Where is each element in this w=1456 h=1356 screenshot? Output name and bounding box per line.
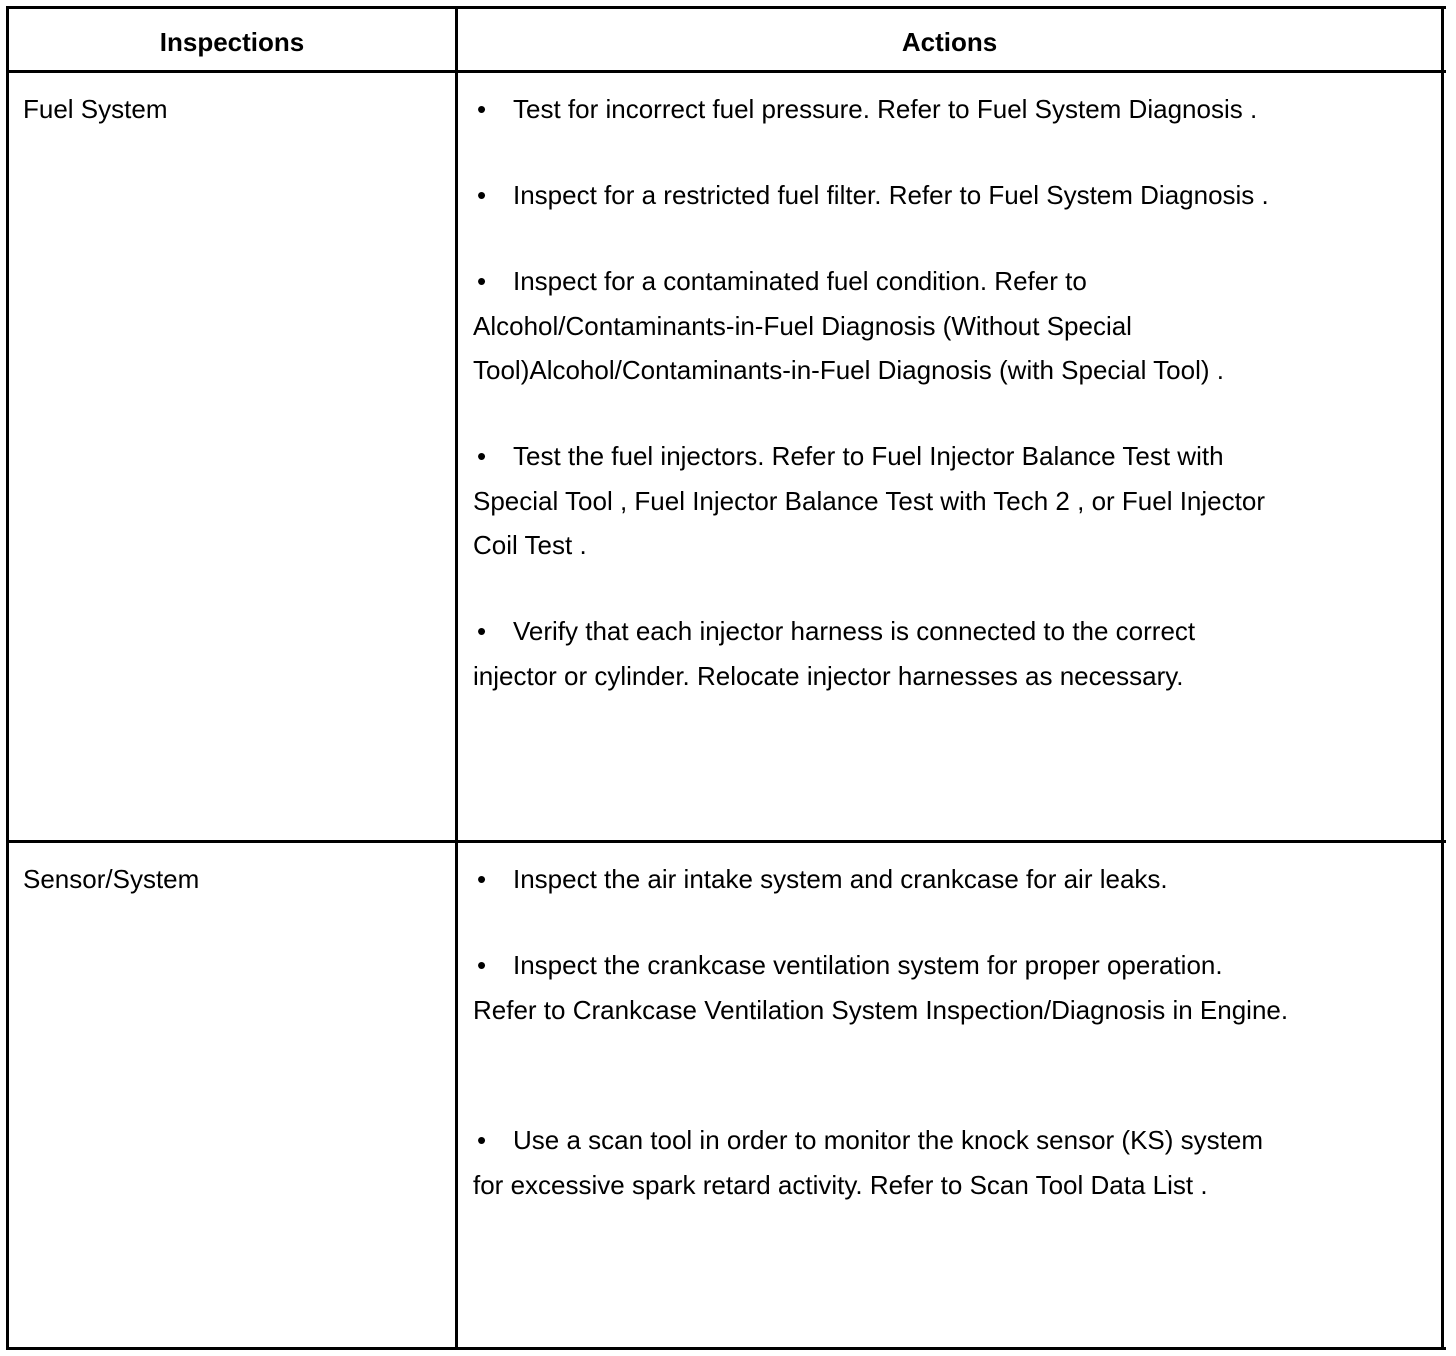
table-border-bottom bbox=[6, 1347, 1446, 1350]
bullet-icon: • bbox=[477, 266, 487, 296]
inspection-fuel-system: Fuel System bbox=[23, 94, 168, 124]
action-item bbox=[473, 173, 1353, 218]
action-line: Alcohol/Contaminants-in-Fuel Diagnosis (Without Special bbox=[473, 310, 1132, 341]
action-item bbox=[473, 1118, 1353, 1207]
action-line: Coil Test . bbox=[473, 530, 587, 560]
action-line: Inspect the crankcase ventilation system for proper operation. bbox=[513, 950, 1223, 980]
header-divider bbox=[6, 70, 1446, 73]
action-item bbox=[473, 609, 1353, 698]
action-item bbox=[473, 943, 1353, 1032]
table-border-left bbox=[6, 6, 9, 1350]
action-line: Special Tool , Fuel Injector Balance Test with Tech 2 , or Fuel Injector bbox=[473, 485, 1265, 516]
action-line: Verify that each injector harness is connected to the correct bbox=[513, 616, 1196, 646]
bullet-icon: • bbox=[477, 950, 487, 980]
bullet-icon: • bbox=[477, 441, 487, 471]
row-divider bbox=[6, 840, 1446, 843]
table-border-right bbox=[1441, 6, 1444, 1350]
bullet-icon: • bbox=[477, 616, 487, 646]
action-line: Refer to Crankcase Ventilation System Inspection/Diagnosis in Engine. bbox=[473, 994, 1289, 1025]
action-item bbox=[473, 434, 1353, 568]
inspection-sensor-system: Sensor/System bbox=[23, 864, 200, 894]
table-border-top bbox=[6, 6, 1446, 9]
action-line: Tool)Alcohol/Contaminants-in-Fuel Diagnosis (with Special Tool) . bbox=[473, 355, 1224, 385]
action-item bbox=[473, 259, 1353, 393]
action-line: Use a scan tool in order to monitor the knock sensor (KS) system bbox=[513, 1125, 1263, 1155]
bullet-icon: • bbox=[477, 1125, 487, 1155]
bullet-icon: • bbox=[477, 94, 487, 124]
action-line: for excessive spark retard activity. Refer to Scan Tool Data List . bbox=[473, 1169, 1208, 1200]
header-actions: Actions bbox=[901, 27, 998, 57]
bullet-icon: • bbox=[477, 180, 487, 210]
action-line: Inspect for a restricted fuel filter. Refer to Fuel System Diagnosis . bbox=[513, 180, 1269, 210]
header-inspections: Inspections bbox=[159, 27, 305, 57]
action-line: Test for incorrect fuel pressure. Refer to Fuel System Diagnosis . bbox=[513, 94, 1258, 124]
action-item bbox=[473, 87, 1353, 132]
action-line: Inspect for a contaminated fuel condition. Refer to bbox=[513, 266, 1087, 296]
column-divider bbox=[455, 6, 458, 1350]
action-line: Inspect the air intake system and crankcase for air leaks. bbox=[513, 864, 1168, 894]
action-line: Test the fuel injectors. Refer to Fuel Injector Balance Test with bbox=[513, 441, 1224, 471]
action-item bbox=[473, 857, 1353, 902]
action-line: injector or cylinder. Relocate injector harnesses as necessary. bbox=[473, 660, 1184, 691]
bullet-icon: • bbox=[477, 864, 487, 894]
